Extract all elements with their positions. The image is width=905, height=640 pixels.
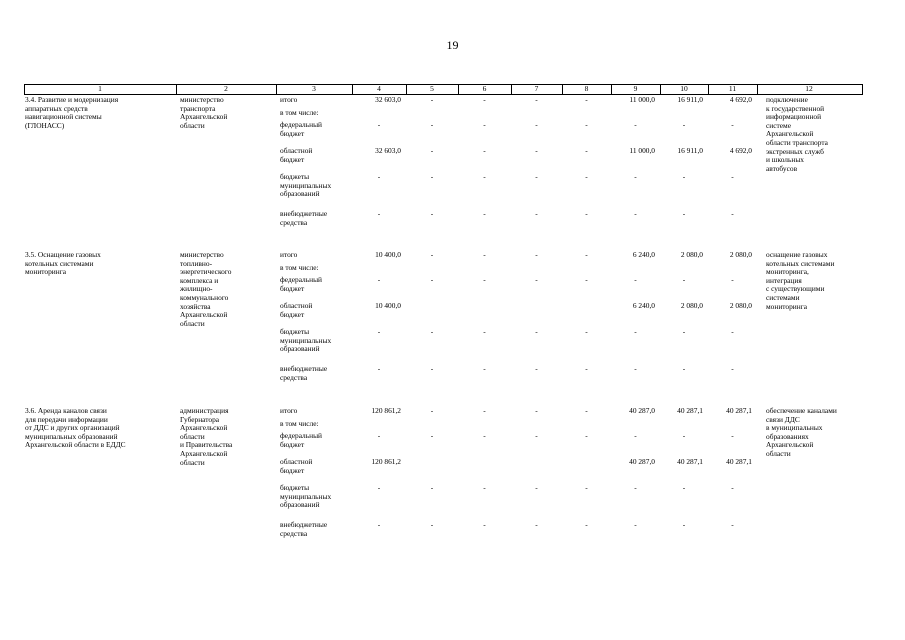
amount-cell: 4 692,0 xyxy=(729,95,752,104)
funding-source: федеральный бюджет xyxy=(280,120,322,138)
amount-cell: - xyxy=(535,483,538,492)
amount-cell: - xyxy=(682,172,686,181)
column-divider xyxy=(611,84,612,94)
amount-cell: - xyxy=(585,209,588,218)
amount-cell: - xyxy=(682,431,686,440)
funding-source: областной бюджет xyxy=(280,301,313,319)
amount-cell: - xyxy=(585,406,588,415)
amount-cell: 32 603,0 xyxy=(375,146,401,155)
amount-cell: 6 240,0 xyxy=(632,250,655,259)
column-header-2: 2 xyxy=(224,84,228,93)
funding-source: в том числе: xyxy=(280,263,319,272)
amount-cell: - xyxy=(483,364,486,373)
amount-cell: - xyxy=(535,275,538,284)
funding-source: внебюджетные средства xyxy=(280,520,328,538)
amount-cell: - xyxy=(483,520,486,529)
amount-cell: 10 400,0 xyxy=(375,301,401,310)
column-header-7: 7 xyxy=(534,84,539,93)
amount-cell: - xyxy=(682,520,686,529)
column-header-10: 10 xyxy=(680,84,688,93)
amount-cell: 2 080,0 xyxy=(680,250,703,259)
funding-source: областной бюджет xyxy=(280,146,313,164)
amount-cell: - xyxy=(731,364,734,373)
amount-cell: - xyxy=(430,95,434,104)
executor: министерство транспорта Архангельской области xyxy=(180,95,228,130)
amount-cell: - xyxy=(682,120,686,129)
column-header-5: 5 xyxy=(430,84,434,93)
amount-cell: - xyxy=(682,209,686,218)
expected-result: подключение к государственной информационной системе Архангельской области транспорта экстренных служб и школьных автобусов xyxy=(766,95,828,173)
amount-cell: - xyxy=(731,483,734,492)
column-header-8: 8 xyxy=(584,84,589,93)
funding-source: федеральный бюджет xyxy=(280,275,322,293)
amount-cell: 4 692,0 xyxy=(729,146,752,155)
amount-cell: - xyxy=(430,275,434,284)
measure-name: 3.4. Развитие и модернизация аппаратных средств навигационной системы (ГЛОНАСС) xyxy=(25,95,119,130)
amount-cell: - xyxy=(377,172,381,181)
amount-cell: - xyxy=(483,209,486,218)
funding-source: областной бюджет xyxy=(280,457,313,475)
funding-source: в том числе: xyxy=(280,108,319,117)
amount-cell: - xyxy=(377,120,381,129)
column-header-3: 3 xyxy=(312,84,316,93)
amount-cell: - xyxy=(535,327,538,336)
amount-cell: - xyxy=(430,172,434,181)
amount-cell: - xyxy=(585,250,588,259)
column-divider xyxy=(276,84,277,94)
amount-cell: - xyxy=(483,250,486,259)
funding-source: в том числе: xyxy=(280,419,319,428)
amount-cell: - xyxy=(377,431,381,440)
amount-cell: - xyxy=(634,364,637,373)
amount-cell: 40 287,0 xyxy=(629,406,655,415)
executor: министерство топливно- энергетического комплекса и жилищно- коммунального хозяйства Архангельской области xyxy=(180,250,232,328)
amount-cell: - xyxy=(634,120,637,129)
amount-cell: - xyxy=(731,520,734,529)
amount-cell: - xyxy=(535,172,538,181)
funding-source: внебюджетные средства xyxy=(280,209,328,227)
amount-cell: - xyxy=(682,275,686,284)
amount-cell: - xyxy=(483,146,486,155)
amount-cell: - xyxy=(483,120,486,129)
amount-cell: - xyxy=(585,327,588,336)
amount-cell: - xyxy=(585,520,588,529)
amount-cell: 120 861,2 xyxy=(371,457,401,466)
amount-cell: - xyxy=(377,364,381,373)
amount-cell: - xyxy=(430,146,434,155)
amount-cell: - xyxy=(634,520,637,529)
amount-cell: 40 287,1 xyxy=(677,457,703,466)
funding-source: федеральный бюджет xyxy=(280,431,322,449)
amount-cell: - xyxy=(585,431,588,440)
amount-cell: 6 240,0 xyxy=(632,301,655,310)
amount-cell: - xyxy=(430,406,434,415)
amount-cell: - xyxy=(430,209,434,218)
amount-cell: - xyxy=(535,364,538,373)
amount-cell: - xyxy=(377,275,381,284)
amount-cell: - xyxy=(483,95,486,104)
amount-cell: - xyxy=(731,209,734,218)
amount-cell: 40 287,1 xyxy=(726,406,752,415)
amount-cell: - xyxy=(585,275,588,284)
amount-cell: - xyxy=(585,172,588,181)
amount-cell: - xyxy=(535,209,538,218)
amount-cell: - xyxy=(430,250,434,259)
amount-cell: 16 911,0 xyxy=(677,95,703,104)
executor: администрация Губернатора Архангельской области и Правительства Архангельской области xyxy=(180,406,233,467)
amount-cell: 32 603,0 xyxy=(375,95,401,104)
amount-cell: - xyxy=(483,431,486,440)
amount-cell: - xyxy=(535,520,538,529)
amount-cell: - xyxy=(430,483,434,492)
column-divider xyxy=(458,84,459,94)
amount-cell: 2 080,0 xyxy=(729,250,752,259)
amount-cell: - xyxy=(430,364,434,373)
column-divider xyxy=(176,84,177,94)
amount-cell: - xyxy=(731,120,734,129)
expected-result: оснащение газовых котельных системами мониторинга, интеграция с существующими системами мониторинга xyxy=(766,250,835,311)
page-number: 19 xyxy=(446,38,459,52)
funding-source: бюджеты муниципальных образований xyxy=(280,172,332,199)
funding-source: итого xyxy=(280,250,298,259)
expected-result: обеспечение каналами связи ДДС в муниципальных образованиях Архангельской области xyxy=(766,406,837,458)
column-header-1: 1 xyxy=(98,84,102,93)
measure-name: 3.6. Аренда каналов связи для передачи информации от ДДС и других организаций муниципальных образований Архангельской области в ЕДДС xyxy=(25,406,126,450)
column-header-11: 11 xyxy=(728,84,737,93)
amount-cell: - xyxy=(682,327,686,336)
column-divider xyxy=(511,84,512,94)
amount-cell: 40 287,1 xyxy=(726,457,752,466)
column-divider xyxy=(708,84,709,94)
amount-cell: - xyxy=(430,520,434,529)
amount-cell: - xyxy=(731,327,734,336)
amount-cell: - xyxy=(430,120,434,129)
funding-source: итого xyxy=(280,406,298,415)
column-divider xyxy=(406,84,407,94)
funding-source: внебюджетные средства xyxy=(280,364,328,382)
amount-cell: - xyxy=(634,209,637,218)
amount-cell: - xyxy=(377,327,381,336)
amount-cell: 120 861,2 xyxy=(371,406,401,415)
amount-cell: 11 000,0 xyxy=(629,95,655,104)
column-header-6: 6 xyxy=(482,84,487,93)
amount-cell: - xyxy=(634,431,637,440)
column-header-9: 9 xyxy=(633,84,638,93)
amount-cell: - xyxy=(430,431,434,440)
amount-cell: - xyxy=(585,146,588,155)
amount-cell: - xyxy=(535,431,538,440)
measure-name: 3.5. Оснащение газовых котельных системами мониторинга xyxy=(25,250,101,277)
column-divider xyxy=(757,84,758,94)
column-header-12: 12 xyxy=(805,84,813,93)
amount-cell: 40 287,1 xyxy=(677,406,703,415)
column-divider xyxy=(352,84,353,94)
amount-cell: - xyxy=(731,275,734,284)
amount-cell: - xyxy=(634,275,637,284)
amount-cell: - xyxy=(682,483,686,492)
amount-cell: - xyxy=(483,275,486,284)
funding-source: бюджеты муниципальных образований xyxy=(280,483,332,510)
amount-cell: - xyxy=(585,120,588,129)
column-divider xyxy=(660,84,661,94)
amount-cell: - xyxy=(585,364,588,373)
amount-cell: - xyxy=(430,327,434,336)
amount-cell: - xyxy=(483,406,486,415)
amount-cell: - xyxy=(731,172,734,181)
amount-cell: - xyxy=(682,364,686,373)
amount-cell: - xyxy=(634,172,637,181)
amount-cell: - xyxy=(535,95,538,104)
amount-cell: - xyxy=(535,146,538,155)
amount-cell: - xyxy=(535,406,538,415)
amount-cell: - xyxy=(731,431,734,440)
amount-cell: - xyxy=(535,120,538,129)
column-header-4: 4 xyxy=(377,84,381,93)
amount-cell: - xyxy=(483,483,486,492)
funding-source: итого xyxy=(280,95,298,104)
amount-cell: 16 911,0 xyxy=(677,146,703,155)
amount-cell: - xyxy=(585,483,588,492)
amount-cell: 2 080,0 xyxy=(680,301,703,310)
amount-cell: - xyxy=(377,209,381,218)
amount-cell: - xyxy=(377,483,381,492)
amount-cell: 11 000,0 xyxy=(629,146,655,155)
amount-cell: 2 080,0 xyxy=(729,301,752,310)
amount-cell: - xyxy=(483,327,486,336)
amount-cell: 40 287,0 xyxy=(629,457,655,466)
amount-cell: - xyxy=(535,250,538,259)
amount-cell: - xyxy=(483,172,486,181)
column-divider xyxy=(562,84,563,94)
amount-cell: 10 400,0 xyxy=(375,250,401,259)
amount-cell: - xyxy=(634,327,637,336)
amount-cell: - xyxy=(634,483,637,492)
amount-cell: - xyxy=(585,95,588,104)
funding-source: бюджеты муниципальных образований xyxy=(280,327,332,354)
amount-cell: - xyxy=(377,520,381,529)
